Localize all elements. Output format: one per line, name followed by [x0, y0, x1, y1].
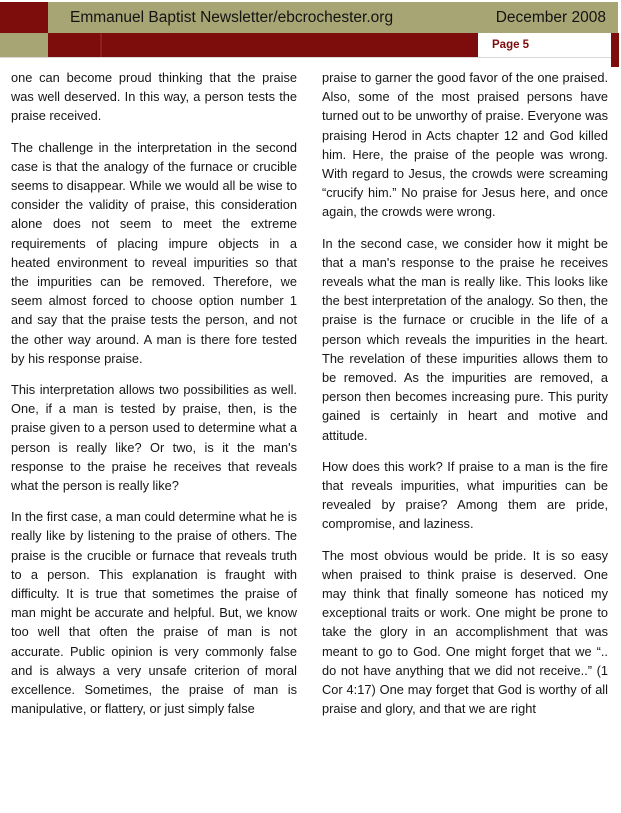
paragraph: This interpretation allows two possibilities as well. One, if a man is tested by praise, then, is the praise given to a person used to determine what a person is really like? Or two, is it the man's response to the praise he receives that reveals what the person is really like?	[11, 382, 297, 494]
masthead-rule-tick	[100, 33, 102, 57]
masthead-top-row	[0, 2, 621, 33]
newsletter-masthead	[0, 0, 621, 66]
paragraph: praise to garner the good favor of the one praised. Also, some of the most praised persons have turned out to be unworthy of praise. Everyone was praising Herod in Acts chapter 12 and God killed him. Here, the praise of the people was wrong. With regard to Jesus, the crowds were screaming “crucify him.” No praise for Jesus here, and once again, the crowds were wrong.	[322, 70, 608, 220]
paragraph: How does this work? If praise to a man is the fire that reveals impurities, what impurities can be revealed by praise? Among them are pride, compromise, and laziness.	[322, 458, 608, 532]
paragraph: one can become proud thinking that the praise was well deserved. In this way, a person tests the praise received.	[11, 70, 297, 124]
right-edge-accent-strip	[611, 33, 619, 67]
paragraph: In the second case, we consider how it might be that a man's response to the praise he receives reveals what the man is really like. This looks like the best interpretation of the analogy. So then, the praise is the furnace or crucible in the life of a person which reveals the impurities in the heart. The revelation of these impurities allows them to be removed. As the impurities are removed, a person then becomes increasing pure. This purity gained is certainly in heart and motive and attitude.	[322, 235, 608, 443]
article-column-left	[11, 68, 297, 813]
article-body	[0, 68, 621, 813]
paragraph: In the first case, a man could determine what he is really like by listening to the praise of others. The praise is the crucible or furnace that reveals truth to a person. This explanation is fraught with difficulty. It is true that sometimes the praise of man might be accurate and helpful. But, we know too well that often the praise of man is not accurate. Public opinion is very commonly false and is always a very unsafe criterion of moral excellence. Sometimes, the praise of man is manipulative, or flattery, or just simply false	[11, 509, 297, 717]
paragraph: The most obvious would be pride. It is so easy when praised to think praise is deserved. One may think that finally someone has noticed my exceptional traits or work. One might be prone to take the glory in an accomplishment that was meant to go to God. One might forget that we “.. do not have anything that we did not receive..” (1 Cor 4:17) One may forget that God is worthy of all praise and glory, and that we are right	[322, 547, 608, 717]
masthead-bottom-row	[0, 33, 621, 57]
masthead-accent-square-maroon	[0, 2, 48, 33]
article-column-right	[322, 68, 608, 813]
masthead-divider	[0, 57, 611, 58]
page-number-box	[478, 33, 611, 57]
paragraph: The challenge in the interpretation in the second case is that the analogy of the furnace or crucible seems to disappear. While we would all be wise to consider the validity of praise, this consideration alone does not seem to meet the extreme requirements of placing impure objects in a heated environment to reveal impurities so that the impurities can be removed. Therefore, we seem almost forced to choose option number 1 and say that the praise tests the person, and not the other way around. A man is there fore tested by his response praise.	[11, 139, 297, 366]
page-number-label: Page 5	[492, 39, 530, 51]
newsletter-title: Emmanuel Baptist Newsletter/ebcrochester.org	[70, 9, 394, 26]
newsletter-date: December 2008	[495, 9, 606, 26]
masthead-accent-square-khaki	[0, 33, 48, 57]
masthead-title-bar	[48, 2, 618, 33]
masthead-rule-bar	[48, 33, 478, 57]
